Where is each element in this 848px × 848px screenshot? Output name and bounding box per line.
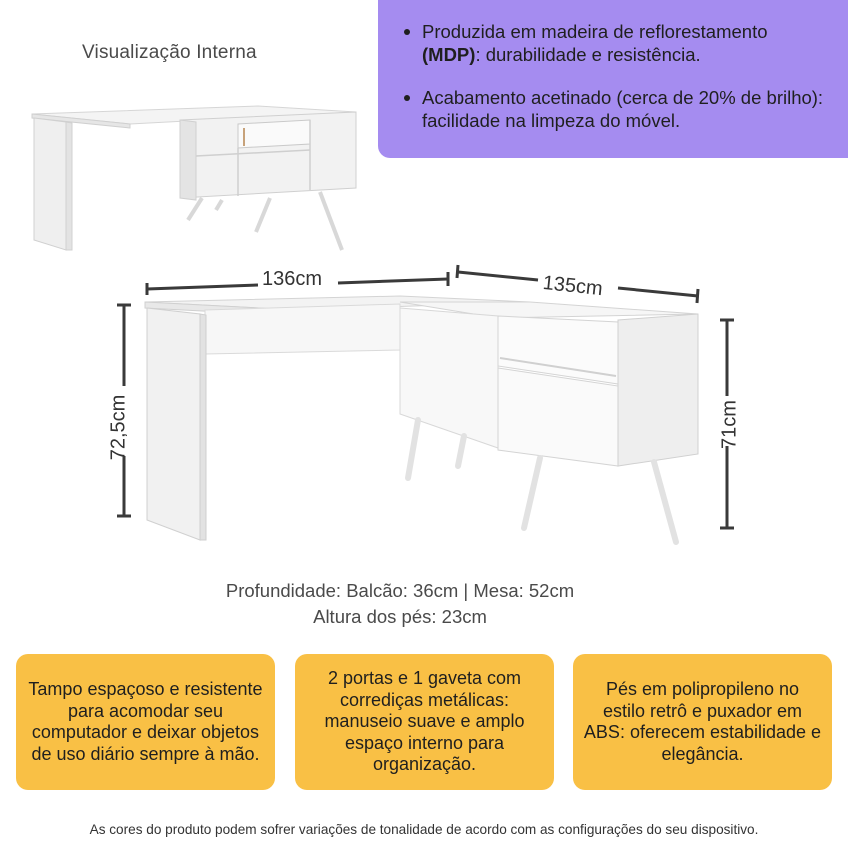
feature-card-drawers: 2 portas e 1 gaveta com corrediças metálicas: manuseio suave e amplo espaço interno para organização.: [295, 654, 554, 790]
color-disclaimer: As cores do produto podem sofrer variações de tonalidade de acordo com as configurações do seu dispositivo.: [89, 822, 759, 837]
dimension-width-desk: 136cm: [262, 268, 323, 290]
internal-view-title: Visualização Interna: [82, 42, 257, 63]
feature-card-feet: Pés em polipropileno no estilo retrô e puxador em ABS: oferecem estabilidade e elegância.: [573, 654, 832, 790]
dimension-height-desk: 72,5cm: [107, 394, 130, 461]
features-box: [378, 0, 848, 158]
internal-view-illustration: [20, 100, 365, 260]
feature-item: Produzida em madeira de reflorestamento (MDP): durabilidade e resistência.: [422, 20, 828, 66]
depth-info: [0, 578, 800, 630]
dimension-width-side: 135cm: [541, 272, 604, 301]
feature-item: Acabamento acetinado (cerca de 20% de brilho): facilidade na limpeza do móvel.: [422, 86, 828, 132]
dimension-height-side: 71cm: [718, 400, 741, 449]
feet-height-line: Altura dos pés: 23cm: [313, 606, 487, 627]
depth-line: Profundidade: Balcão: 36cm | Mesa: 52cm: [225, 580, 575, 601]
feature-card-tabletop: Tampo espaçoso e resistente para acomodar seu computador e deixar objetos de uso diário sempre à mão.: [16, 654, 275, 790]
